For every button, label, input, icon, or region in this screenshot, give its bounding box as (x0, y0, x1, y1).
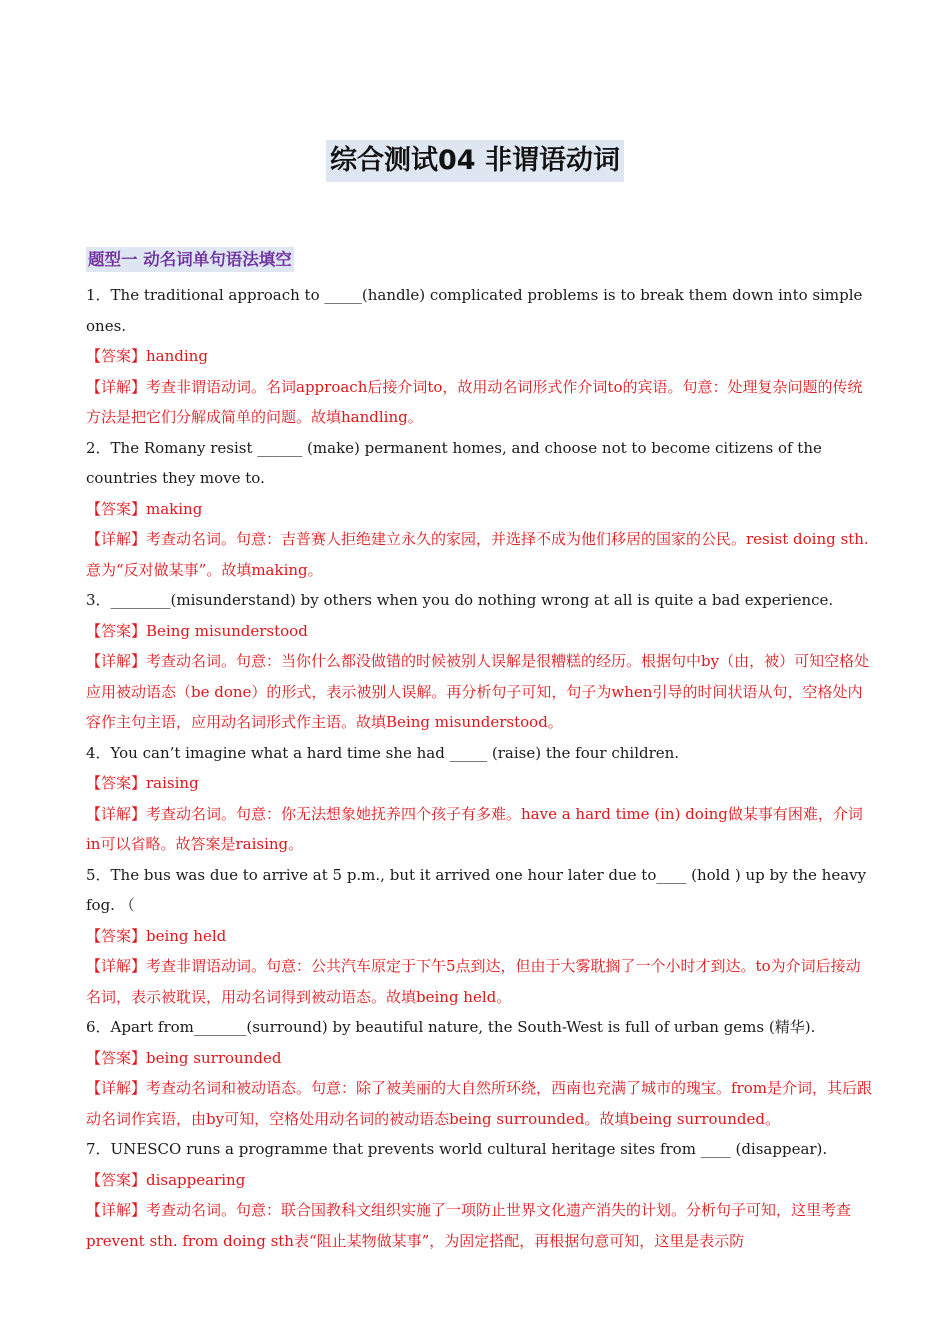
title-container (0, 140, 950, 182)
question-text: 5．The bus was due to arrive at 5 p.m., but it arrived one hour later due to____ (hold ) up by the heavy fog. （ (86, 865, 867, 914)
answer-text: 【答案】Being misunderstood (86, 621, 308, 640)
question-text: 1．The traditional approach to _____(handle) complicated problems is to break them down into simple ones. (86, 286, 863, 335)
page-title: 综合测试04 非谓语动词 (326, 140, 624, 182)
answer-text: 【答案】handing (86, 347, 208, 365)
detail-text: 【详解】考查动名词。句意：当你什么都没做错的时候被别人误解是很糟糕的经历。根据句中by（由，被）可知空格处应用被动语态（be done）的形式，表示被别人误解。再分析句子可知，句子为when引导的时间状语从句，空格处内容作主句主语，应用动名词形式作主语。故填Being misunderstood。 (86, 652, 870, 731)
question-text: 4．You can’t imagine what a hard time she had _____ (raise) the four children. (86, 743, 680, 762)
question-text: 7．UNESCO runs a programme that prevents world cultural heritage sites from ____ (disappear). (86, 1140, 828, 1158)
section-title: 题型一 动名词单句语法填空 (86, 247, 294, 272)
question-text: 2．The Romany resist ______ (make) permanent homes, and choose not to become citizens of the countries they move to. (86, 438, 822, 487)
question-text: 3．________(misunderstand) by others when you do nothing wrong at all is quite a bad experience. (86, 591, 834, 609)
detail-text: 【详解】考查动名词。句意：吉普赛人拒绝建立永久的家园，并选择不成为他们移居的国家的公民。resist doing sth. 意为“反对做某事”。故填making。 (86, 530, 869, 579)
question-text: 6．Apart from_______(surround) by beautiful nature, the South-West is full of urban gems (精华). (86, 1018, 816, 1036)
answer-text: 【答案】being held (86, 926, 227, 945)
answer-text: 【答案】making (86, 499, 203, 518)
answer-text: 【答案】raising (86, 774, 199, 792)
detail-text: 【详解】考查动名词和被动语态。句意：除了被美丽的大自然所环绕，西南也充满了城市的瑰宝。from是介词，其后跟动名词作宾语，由by可知，空格处用动名词的被动语态being surrounded。故填being surrounded。 (86, 1079, 872, 1128)
detail-text: 【详解】考查动名词。句意：联合国教科文组织实施了一项防止世界文化遗产消失的计划。分析句子可知，这里考查prevent sth. from doing sth表“阻止某物做某事”，为固定搭配，再根据句意可知，这里是表示防 (86, 1201, 852, 1250)
answer-text: 【答案】being surrounded (86, 1048, 282, 1067)
answer-text: 【答案】disappearing (86, 1170, 246, 1189)
detail-text: 【详解】考查非谓语动词。名词approach后接介词to，故用动名词形式作介词to的宾语。句意：处理复杂问题的传统方法是把它们分解成简单的问题。故填handling。 (86, 377, 863, 426)
detail-text: 【详解】考查非谓语动词。句意：公共汽车原定于下午5点到达，但由于大雾耽搁了一个小时才到达。to为介词后接动名词，表示被耽误，用动名词得到被动语态。故填being held。 (86, 957, 861, 1006)
question-list (86, 280, 872, 1256)
detail-text: 【详解】考查动名词。句意：你无法想象她抚养四个孩子有多难。have a hard time (in) doing做某事有困难，介词in可以省略。故答案是raising。 (86, 804, 863, 853)
